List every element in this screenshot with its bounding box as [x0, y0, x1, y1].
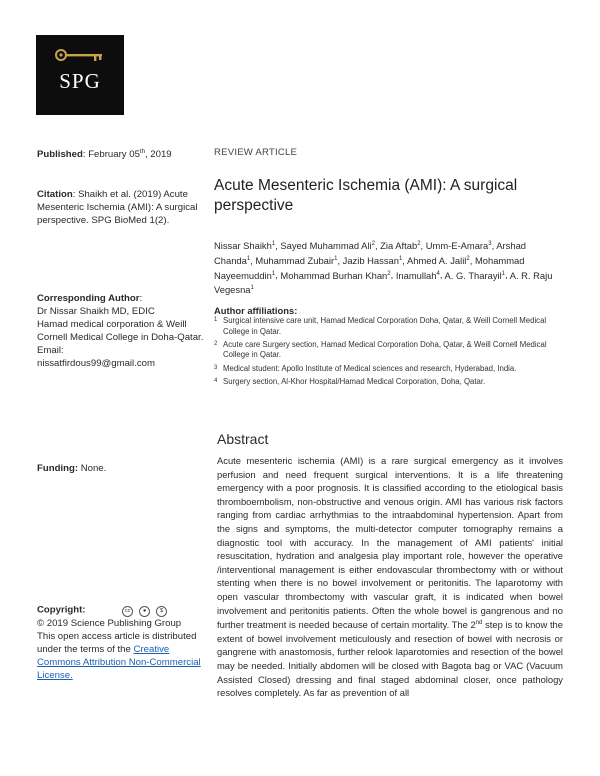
author	[280, 240, 375, 251]
corresponding-org: Hamad medical corporation & Weill Cornell Medical College in Doha-Qatar.	[37, 319, 204, 343]
cc-icon: cc	[122, 606, 133, 617]
affiliation-text: Acute care Surgery section, Hamad Medical Corporation Doha, Qatar, & Weill Cornell Medical College in Qatar.	[223, 339, 547, 360]
author	[407, 255, 470, 266]
author-name: A. G. Tharayil	[444, 269, 502, 281]
published-label: Published	[37, 149, 83, 161]
copyright-label: Copyright:	[37, 604, 86, 616]
author	[255, 255, 337, 266]
author-name: Mohammad Burhan Khan	[280, 269, 388, 281]
affiliation-item	[214, 377, 564, 388]
funding-value: None.	[80, 463, 107, 474]
publisher-logo	[36, 35, 124, 115]
by-icon: ●	[139, 606, 150, 617]
author-name: Umm-E-Amara	[425, 240, 489, 252]
author-name: Mohammad Nayeemuddin	[214, 254, 525, 281]
abstract-sup: nd	[475, 620, 483, 627]
corresponding-email[interactable]: nissatfirdous99@gmail.com	[37, 358, 155, 369]
author-name: Ahmed A. Jalil	[406, 254, 467, 266]
author-name: Zia Aftab	[380, 240, 418, 252]
affiliation-text: Medical student: Apollo Institute of Medical sciences and research, Hyderabad, India.	[223, 363, 517, 373]
author-affiliation-number: 2	[371, 241, 375, 247]
affiliation-number: 2	[214, 340, 218, 347]
citation-block: Citation: Shaikh et al. (2019) Acute Mesenteric Ischemia (AMI): A surgical perspective. SPG BioMed 1(2).	[37, 189, 198, 226]
author-affiliation-number: 1	[271, 241, 276, 247]
funding-label: Funding:	[37, 463, 79, 474]
corresponding-author-block: Corresponding Author: Dr Nissar Shaikh MD, EDIC Hamad medical corporation & Weill Cornell Medical College in Doha-Qatar. Email: nissatfirdous99@gmail.com	[37, 293, 204, 369]
author-name: Jazib Hassan	[342, 254, 399, 266]
author-affiliation-number: 1	[246, 255, 251, 262]
cc-license-icons	[122, 603, 173, 617]
author-name: A. R. Raju Vegesna	[214, 269, 553, 296]
affiliations-list	[214, 316, 564, 390]
copyright-block	[37, 603, 205, 682]
author-affiliation-number: 2	[466, 255, 470, 262]
author	[396, 270, 440, 281]
author-affiliation-number: 1	[398, 255, 403, 262]
author-name: Arshad Chanda	[214, 240, 527, 266]
published-info: Published: February 05th, 2019	[37, 149, 172, 161]
author	[280, 270, 390, 281]
article-type: REVIEW ARTICLE	[214, 147, 298, 158]
copyright-line2: This open access article is distributed under the terms of the	[37, 631, 197, 655]
citation-label: Citation	[37, 189, 73, 200]
author-name: Sayed Muhammad Ali	[280, 240, 372, 252]
affiliation-item	[214, 316, 564, 337]
corresponding-name: Dr Nissar Shaikh MD, EDIC	[37, 306, 155, 317]
corresponding-label: Corresponding Author	[37, 293, 140, 304]
affiliation-text: Surgery section, Al-Khor Hospital/Hamad Medical Corporation, Doha, Qatar.	[223, 376, 486, 386]
funding-block	[37, 462, 205, 475]
author-affiliation-number: 1	[271, 270, 276, 277]
author	[426, 240, 492, 251]
license-link[interactable]: Creative Commons Attribution Non-Commercial License.	[37, 644, 201, 681]
key-icon	[54, 47, 106, 63]
article-title: Acute Mesenteric Ischemia (AMI): A surgical perspective	[214, 177, 518, 214]
author	[343, 255, 403, 266]
affiliation-item	[214, 340, 564, 361]
copyright-line1: © 2019 Science Publishing Group	[37, 618, 182, 629]
abstract-part2: step is to know the extent of bowel involvement meticulously and resection of bowel with necrosis or gangrene with anastomosis, further relook laparotomies and resection of the bowel may be needed. Initially abdomen will be closed with Bagota bag or VAC (Vacuum Assisted Closed) dressing and final staged abdominal closer, once pathology resolves completely. As far as prevention of all	[217, 619, 563, 699]
nc-icon: $	[156, 606, 167, 617]
author	[214, 240, 275, 251]
logo-text: SPG	[59, 69, 101, 93]
author	[380, 240, 420, 251]
published-year: , 2019	[144, 149, 172, 161]
published-date-sup: th	[139, 149, 145, 155]
abstract-heading: Abstract	[217, 431, 269, 447]
author-affiliation-number: 4	[436, 270, 440, 277]
abstract-body	[217, 454, 563, 700]
author-affiliation-number: 1	[334, 255, 338, 262]
author-name: Nissar Shaikh	[214, 240, 272, 252]
affiliations-heading: Author affiliations:	[214, 305, 298, 316]
author-affiliation-number: 3	[488, 241, 492, 247]
email-label: Email:	[37, 345, 64, 356]
author-affiliation-number: 2	[417, 241, 421, 247]
author-affiliation-number: 1	[501, 270, 506, 277]
affiliation-number: 3	[214, 364, 218, 371]
author-affiliation-number: 1	[250, 285, 254, 292]
citation-text: Shaikh et al. (2019) Acute Mesenteric Ischemia (AMI): A surgical perspective. SPG BioMed 1(2).	[37, 189, 198, 226]
author-affiliation-number: 2	[387, 270, 391, 277]
published-date: February 05	[88, 149, 140, 161]
author-name: Muhammad Zubair	[255, 254, 335, 266]
author-name: Inamullah	[395, 269, 437, 281]
author-list: Nissar Shaikh$^1$, Sayed Muhammad Ali$^2$, Zia Aftab$^2$, Umm-E-Amara$^3$, Arshad Chanda$^1$, Muhammad Zubair$^1$, Jazib Hassan$^1$, Ahmed A. Jalil$^2$, Mohammad Nayeemuddin$^1$, Mohammad Burhan Khan$^2$, Inamullah$^4$, A. G. Tharayil$^1$, A. R. Raju Vegesna$^1$	[214, 240, 553, 296]
affiliation-text: Surgical intensive care unit, Hamad Medical Corporation Doha, Qatar, & Weill Cornell Medical College in Qatar.	[223, 316, 547, 336]
affiliation-item	[214, 364, 564, 375]
abstract-part1: Acute mesenteric ischemia (AMI) is a rare surgical emergency as it involves perfusion and need frequent surgical interventions. It is a life threatening emergency with a poor prognosis. It is classified according to the etiological basis thromboembolism, non-obstructive and venous origin. AMI has various risk factors ranging from cardiac arrhythmias to the intraabdominal hypertension. Apart from the signs and symptoms, the multi-detector computer tomography remains a diagnostic tool with accuracy. In the management of AMI patients' initial resuscitation, hydration and analgesia play important role, however the operative /interventional management is either endovascular thrombectomy with or without stenting when there is no bowel involvement or peritonitis. The laparotomy with open vascular thrombectomy with vascular graft, it is indicated when bowel involvement and peritonitis patients. Often the whole bowel is gangrenous and no further treatment is needed because of certain mortality. The 2	[217, 455, 563, 631]
affiliation-number: 1	[214, 317, 218, 323]
affiliation-number: 4	[214, 377, 218, 384]
author	[445, 270, 505, 281]
